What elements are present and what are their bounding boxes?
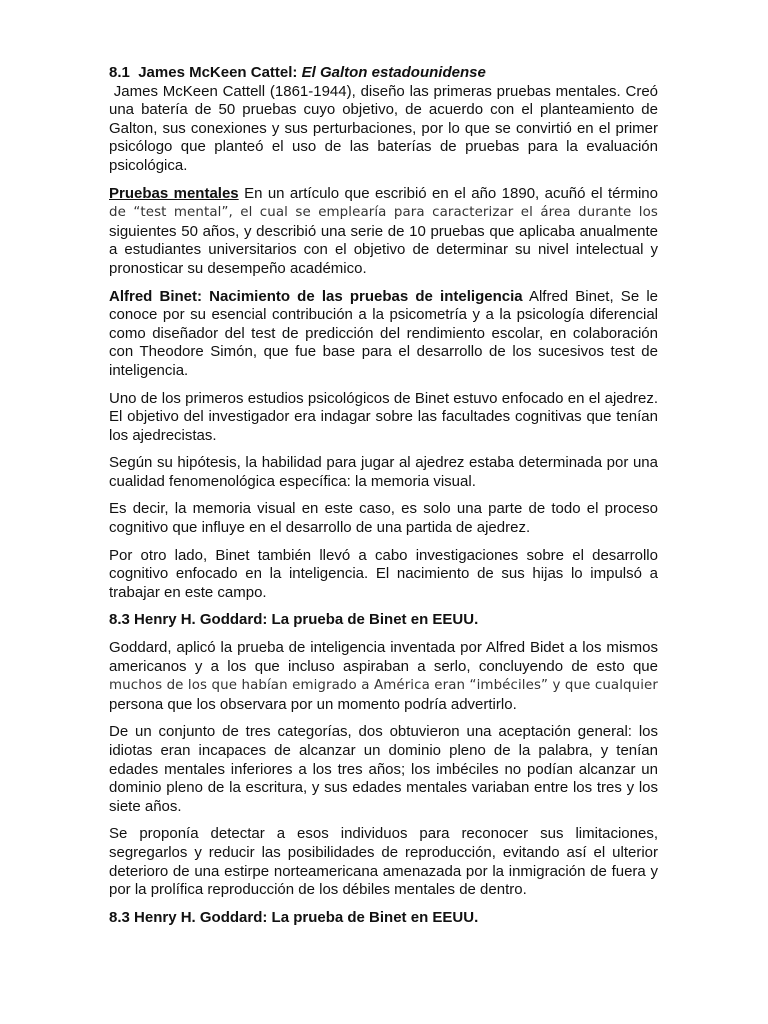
binet-text: Alfred Binet, Se le conoce por su esencial contribución a la psicometría y a la psicología diferencial como diseñador del test de predicción del rendimiento escolar, en colaboración con Theodore Simón, que fue base para el desarrollo de los sucesivos test de inteligencia. <box>109 287 658 379</box>
pruebas-mentales-text-2: de “test mental”, el cual se emplearía para caracterizar el área durante los <box>109 205 658 221</box>
section-8-1-title: James McKeen Cattel: <box>138 64 298 81</box>
binet-visual-memory-paragraph: Es decir, la memoria visual en este caso, es solo una parte de todo el proceso cognitivo que influye en el desarrollo de una partida de ajedrez. <box>109 500 658 537</box>
section-8-3-heading: 8.3 Henry H. Goddard: La prueba de Binet en EEUU. <box>109 611 479 629</box>
binet-hypothesis-paragraph: Según su hipótesis, la habilidad para jugar al ajedrez estaba determinada por una cualidad fenomenológica específica: la memoria visual. <box>109 454 658 490</box>
binet-intelligence-paragraph: Por otro lado, Binet también llevó a cabo investigaciones sobre el desarrollo cognitivo enfocado en la inteligencia. El nacimiento de sus hijas lo impulsó a trabajar en este campo. <box>109 546 658 601</box>
goddard-text-3: persona que los observara por un momento podría advertirlo. <box>109 695 517 713</box>
goddard-paragraph <box>109 639 658 714</box>
pruebas-mentales-lead: Pruebas mentales <box>109 184 239 202</box>
pruebas-mentales-text-1: En un artículo que escribió en el año 1890, acuñó el término <box>244 184 658 202</box>
categories-paragraph: De un conjunto de tres categorías, dos obtuvieron una aceptación general: los idiotas eran incapaces de alcanzar un dominio pleno de la palabra, y tenían edades mentales inferiores a los tres años; los imbéciles no podían alcanzar un dominio pleno de la escritura, y sus edades mentales variaban entre los tres y los siete años. <box>109 723 658 815</box>
section-8-1-number: 8.1 <box>109 64 130 81</box>
binet-lead: Alfred Binet: Nacimiento de las pruebas de inteligencia <box>109 287 523 305</box>
binet-paragraph <box>109 288 658 381</box>
binet-chess-paragraph: Uno de los primeros estudios psicológicos de Binet estuvo enfocado en el ajedrez. El objetivo del investigador era indagar sobre las facultades cognitivas que tenían los ajedrecistas. <box>109 389 658 444</box>
section-8-3-heading-repeat: 8.3 Henry H. Goddard: La prueba de Binet en EEUU. <box>109 908 479 926</box>
section-8-1-heading <box>109 64 658 83</box>
cattell-paragraph <box>109 83 658 176</box>
section-8-1-subtitle: El Galton estadounidense <box>301 64 486 81</box>
pruebas-mentales-text-3: siguientes 50 años, y describió una serie de 10 pruebas que aplicaba anualmente a estudiantes universitarios con el objetivo de determinar su nivel intelectual y pronosticar su desempeño académico. <box>109 222 658 277</box>
goddard-text-1: Goddard, aplicó la prueba de inteligencia inventada por Alfred Bidet a los mismos americanos y a los que incluso aspiraban a serlo, concluyendo de esto que <box>109 639 658 675</box>
pruebas-mentales-paragraph <box>109 185 658 279</box>
segregation-paragraph: Se proponía detectar a esos individuos para reconocer sus limitaciones, segregarlos y reducir las posibilidades de reproducción, evitando así el ulterior deterioro de una estirpe norteamericana amenazada por la inmigración de fuera y por la prolífica reproducción de los débiles mentales de dentro. <box>109 825 658 899</box>
cattell-text: James McKeen Cattell (1861-1944), diseño las primeras pruebas mentales. Creó una batería de 50 pruebas cuyo objetivo, de acuerdo con el planteamiento de Galton, sus conexiones y sus perturbaciones, por lo que se convirtió en el primer psicólogo que planteó el uso de las baterías de pruebas para la evaluación psicológica. <box>109 82 659 174</box>
goddard-text-2: muchos de los que habían emigrado a América eran “imbéciles” y que cualquier <box>109 678 658 694</box>
